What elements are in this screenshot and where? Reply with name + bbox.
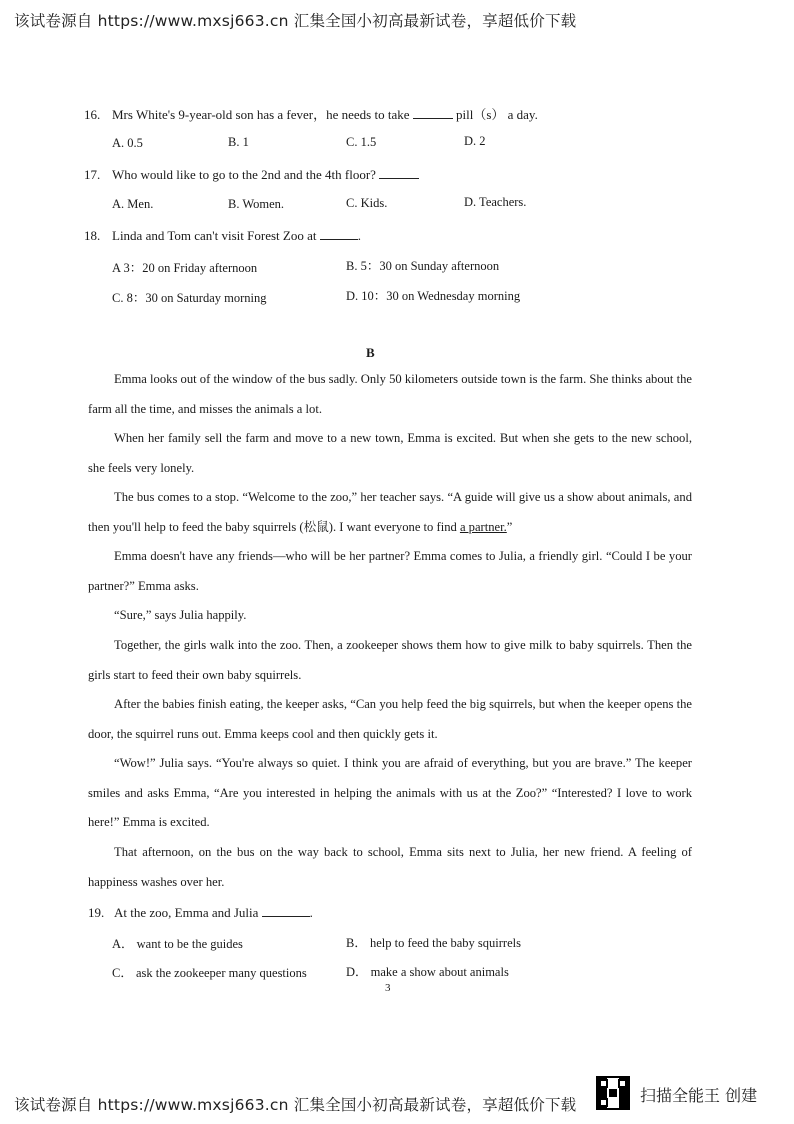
option-18-b: B. 5：30 on Sunday afternoon: [346, 259, 500, 273]
option-17-d: D. Teachers.: [464, 195, 527, 209]
scanner-watermark: 扫描全能王 创建: [640, 1086, 758, 1105]
answer-blank: [320, 227, 358, 240]
answer-blank: [413, 106, 453, 119]
question-17: 17. Who would like to go to the 2nd and the 4th floor?: [84, 166, 419, 183]
option-18-d: D. 10：30 on Wednesday morning: [346, 289, 521, 303]
option-18-a: A 3：20 on Friday afternoon: [112, 261, 258, 275]
question-16: 16. Mrs White's 9-year-old son has a fever，he needs to take pill（s） a day.: [84, 107, 538, 122]
option-19-c: C． ask the zookeeper many questions: [112, 966, 307, 980]
question-19: 19. At the zoo, Emma and Julia .: [88, 905, 313, 920]
source-banner-top: 该试卷源自 https://www.mxsj663.cn 汇集全国小初高最新试卷，享超低价下载: [14, 12, 577, 30]
option-16-a: A. 0.5: [112, 136, 143, 150]
section-title: B: [366, 345, 375, 360]
passage-paragraph: Emma looks out of the window of the bus sadly. Only 50 kilometers outside town is the farm. She thinks about the farm all the time, and misses the animals a lot.: [88, 372, 692, 416]
page-number: 3: [385, 982, 391, 994]
passage-paragraph: Emma doesn't have any friends—who will be her partner? Emma comes to Julia, a friendly girl. “Could I be your partner?” Emma asks.: [88, 549, 692, 593]
passage-paragraph: “Wow!” Julia says. “You're always so quiet. I think you are afraid of everything, but you are brave.” The keeper smiles and asks Emma, “Are you interested in helping the animals with us at the Zoo?” “Interested? I love to work here!” Emma is excited.: [88, 756, 692, 829]
answer-blank: [379, 166, 419, 179]
option-17-a: A. Men.: [112, 197, 154, 211]
passage-paragraph: When her family sell the farm and move to a new town, Emma is excited. But when she gets to the new school, she feels very lonely.: [88, 431, 692, 475]
passage-paragraph: “Sure,” says Julia happily.: [114, 608, 247, 622]
underlined-phrase: a partner.: [459, 519, 507, 534]
option-19-a: A． want to be the guides: [112, 937, 243, 951]
option-16-c: C. 1.5: [346, 135, 377, 149]
option-19-d: D． make a show about animals: [346, 965, 509, 979]
passage-paragraph: The bus comes to a stop. “Welcome to the zoo,” her teacher says. “A guide will give us a show about animals, and then you'll help to feed the baby squirrels (松鼠). I want everyone to find a partner.”: [88, 490, 692, 534]
answer-blank: [262, 904, 310, 917]
passage-paragraph: That afternoon, on the bus on the way back to school, Emma sits next to Julia, her new friend. A feeling of happiness washes over her.: [88, 845, 692, 889]
option-16-b: B. 1: [228, 135, 249, 149]
qr-code-icon: [596, 1076, 630, 1110]
option-17-b: B. Women.: [228, 197, 285, 211]
question-18: 18. Linda and Tom can't visit Forest Zoo at .: [84, 228, 361, 243]
passage-paragraph: After the babies finish eating, the keeper asks, “Can you help feed the big squirrels, but when the keeper opens the door, the squirrel runs out. Emma keeps cool and then quickly gets it.: [88, 697, 692, 741]
option-16-d: D. 2: [464, 134, 486, 148]
option-17-c: C. Kids.: [346, 196, 388, 210]
option-19-b: B． help to feed the baby squirrels: [346, 936, 521, 950]
source-banner-bottom: 该试卷源自 https://www.mxsj663.cn 汇集全国小初高最新试卷，享超低价下载: [14, 1096, 577, 1114]
option-18-c: C. 8：30 on Saturday morning: [112, 291, 267, 305]
passage-paragraph: Together, the girls walk into the zoo. Then, a zookeeper shows them how to give milk to baby squirrels. Then the girls start to feed their own baby squirrels.: [88, 638, 692, 682]
